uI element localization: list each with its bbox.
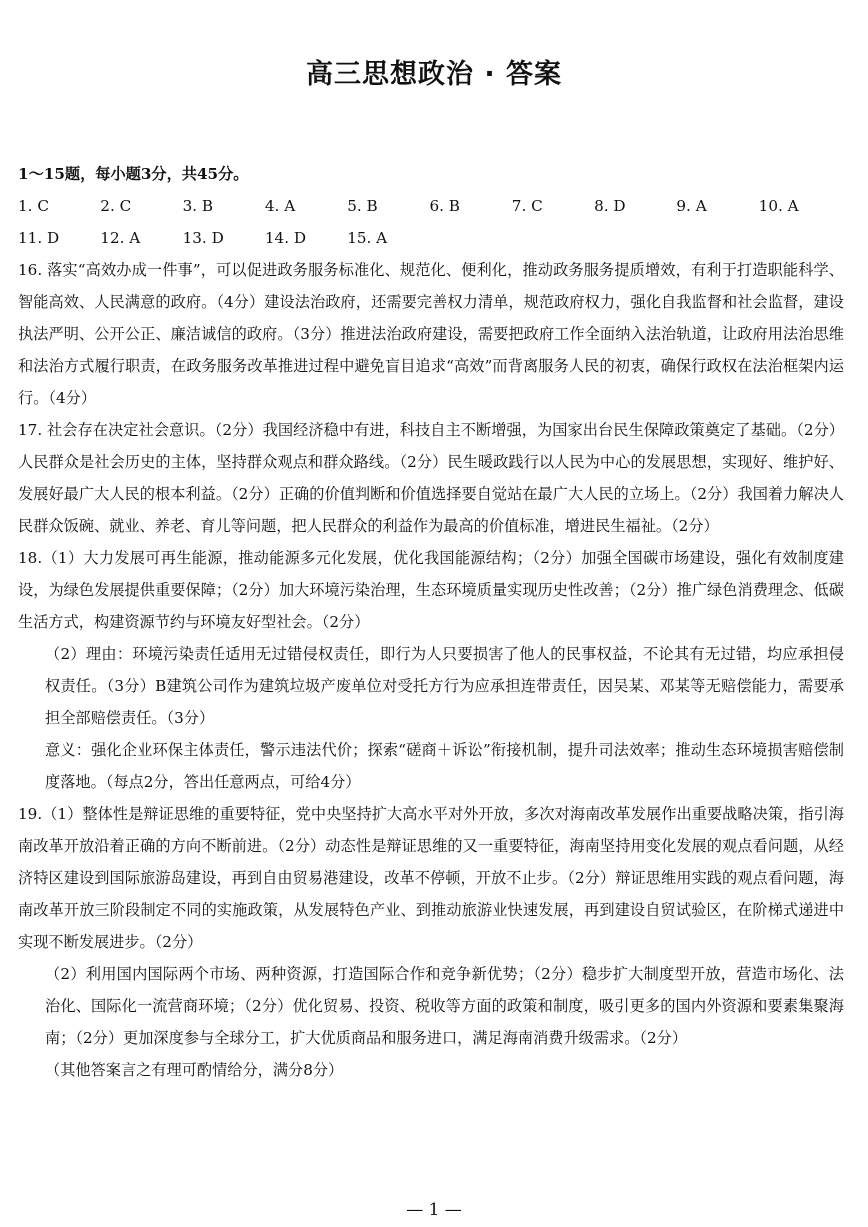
page-number: — 1 — bbox=[406, 1200, 462, 1220]
mc-answer: 8. D bbox=[594, 197, 626, 215]
answer-18-significance: 意义：强化企业环保主体责任，警示违法代价；探索“磋商＋诉讼”衔接机制，提升司法效率；推动生态环境损害赔偿制度落地。（每点2分，答出任意两点，可给4分） bbox=[45, 741, 844, 791]
mc-answers-row-1 bbox=[18, 190, 844, 222]
answer-19-note: （其他答案言之有理可酌情给分，满分8分） bbox=[45, 1061, 344, 1079]
page-title: 高三思想政治 · 答案 bbox=[305, 59, 563, 90]
answer-16: 16. 落实“高效办成一件事”，可以促进政务服务标准化、规范化、便利化，推动政务服务提质增效，有利于打造职能科学、智能高效、人民满意的政府。（4分）建设法治政府，还需要完善权力清单，规范政府权力，强化自我监督和社会监督，建设执法严明、公开公正、廉洁诚信的政府。（3分）推进法治政府建设，需要把政府工作全面纳入法治轨道，让政府用法治思维和法治方式履行职责，在政务服务改革推进过程中避免盲目追求“高效”而背离服务人民的初衷，确保行政权在法治框架内运行。（4分） bbox=[18, 261, 844, 407]
answer-19-part-2: （2）利用国内国际两个市场、两种资源，打造国际合作和竞争新优势；（2分）稳步扩大制度型开放，营造市场化、法治化、国际化一流营商环境；（2分）优化贸易、投资、税收等方面的政策和制度，吸引更多的国内外资源和要素集聚海南；（2分）更加深度参与全球分工，扩大优质商品和服务进口，满足海南消费升级需求。（2分） bbox=[45, 965, 844, 1047]
mc-answer: 7. C bbox=[511, 197, 543, 215]
mc-answer: 13. D bbox=[182, 229, 224, 247]
mc-answer: 5. B bbox=[347, 197, 378, 215]
mc-answers-row-2 bbox=[18, 222, 844, 254]
mc-answer: 15. A bbox=[347, 229, 388, 247]
mc-answer: 3. B bbox=[182, 197, 214, 215]
answer-17: 17. 社会存在决定社会意识。（2分）我国经济稳中有进，科技自主不断增强，为国家出台民生保障政策奠定了基础。（2分）人民群众是社会历史的主体，坚持群众观点和群众路线。（2分）民生暖政践行以人民为中心的发展思想，实现好、维护好、发展好最广大人民的根本利益。（2分）正确的价值判断和价值选择要自觉站在最广大人民的立场上。（2分）我国着力解决人民群众饭碗、就业、养老、育儿等问题，把人民群众的利益作为最高的价值标准，增进民生福祉。（2分） bbox=[18, 421, 844, 535]
mc-header: 1～15题，每小题3分，共45分。 bbox=[18, 165, 249, 183]
mc-answer: 10. A bbox=[758, 197, 799, 215]
answer-19-part-1: 19.（1）整体性是辩证思维的重要特征，党中央坚持扩大高水平对外开放，多次对海南改革发展作出重要战略决策，指引海南改革开放沿着正确的方向不断前进。（2分）动态性是辩证思维的又一重要特征，海南坚持用变化发展的观点看问题，从经济特区建设到国际旅游岛建设，再到自由贸易港建设，改革不停顿，开放不止步。（2分）辩证思维用实践的观点看问题，海南改革开放三阶段制定不同的实施政策，从发展特色产业、到推动旅游业快速发展，再到建设自贸试验区，在阶梯式递进中实现不断发展进步。（2分） bbox=[18, 805, 844, 951]
mc-answer: 1. C bbox=[18, 197, 49, 215]
mc-answer: 12. A bbox=[100, 229, 141, 247]
mc-answer: 4. A bbox=[264, 197, 296, 215]
mc-answer: 14. D bbox=[264, 229, 307, 247]
mc-answer: 11. D bbox=[18, 229, 60, 247]
mc-answer: 6. B bbox=[429, 197, 460, 215]
mc-answer: 9. A bbox=[676, 197, 707, 215]
answer-18-part-2: （2）理由：环境污染责任适用无过错侵权责任，即行为人只要损害了他人的民事权益，不论其有无过错，均应承担侵权责任。（3分）B建筑公司作为建筑垃圾产废单位对受托方行为应承担连带责任，因吴某、邓某等无赔偿能力，需要承担全部赔偿责任。（3分） bbox=[45, 645, 844, 727]
mc-answer: 2. C bbox=[100, 197, 132, 215]
answer-content bbox=[18, 158, 844, 1086]
answer-18-part-1: 18.（1）大力发展可再生能源，推动能源多元化发展，优化我国能源结构；（2分）加强全国碳市场建设，强化有效制度建设，为绿色发展提供重要保障；（2分）加大环境污染治理，生态环境质量实现历史性改善；（2分）推广绿色消费理念、低碳生活方式，构建资源节约与环境友好型社会。（2分） bbox=[18, 549, 844, 631]
